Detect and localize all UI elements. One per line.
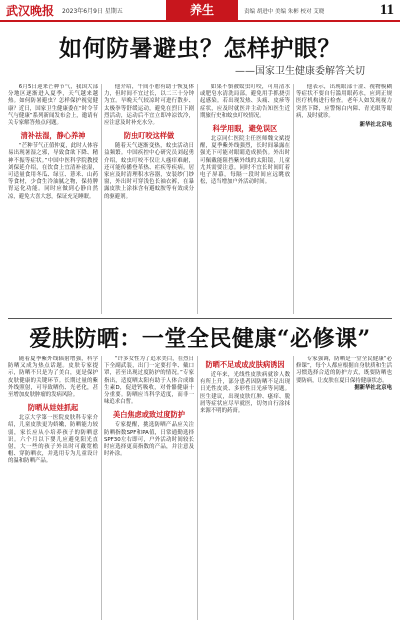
column-divider [293, 356, 294, 620]
article1-section1-title: 清补祛湿，静心养神 [20, 131, 86, 141]
article2-section1-title: 防晒从娃娃抓起 [27, 403, 79, 413]
column-divider [101, 356, 102, 620]
article2-section2-p2: 专家提醒，挑选防晒产品应关注防晒指数SPF和PA值，日常通勤选择SPF30左右即可，户外活动时间较长时应选择更高指数的产品，并注意及时补涂。 [104, 422, 194, 458]
article1-intro: 6月5日迎来芒种节气，我国大部分地区逐渐进入夏季，天气越来越热。如何防暑避虫？怎样保护视觉健康？近日，国家卫生健康委在“时令节气与健康”系列新闻发布会上，邀请有关专家解答热点问题。 [8, 84, 98, 127]
editors-credit: 责编 胡进中 美编 朱彬 校对 艾晓 [244, 9, 325, 15]
article-divider [8, 318, 392, 319]
page-number: 11 [379, 2, 394, 18]
article1-section2-title: 防虫叮咬这样做 [123, 131, 175, 141]
article2-headline: 爱肤防晒：一堂全民健康“必修课” [29, 326, 371, 352]
article1-headline: 如何防暑避虫？怎样护眼？ [59, 36, 341, 62]
article2-byline: 据新华社北京电 [354, 384, 392, 391]
column-divider [197, 84, 198, 314]
article1-column-4 [296, 84, 392, 314]
dateline: 2023年6月9日 星期五 [62, 8, 123, 15]
article1-section2-p2: 如果不慎被蚊虫叮咬，可用清水或肥皂水清洗局部，避免用手抓挠引起感染。若出现发热、头痛、皮疹等症状，应及时就医并主动告知医生近期旅行史和蚊虫叮咬情况。 [200, 84, 290, 119]
masthead: 武汉晚报 [6, 4, 55, 18]
article1-section3-p1: 北京同仁医院主任医师魏文斌提醒，夏季紫外线强烈，长时间暴露在强光下可能对眼睛造成损伤。外出时可佩戴能阻挡紫外线的太阳镜，儿童尤其需要注意。同时不宜长时间盯着电子屏幕，每隔一段时间应远眺放松，适当增加户外活动时间。 [200, 136, 290, 186]
article2-column-4 [296, 356, 392, 620]
article2-section3-p1: 近年来，光线性皮肤病就诊人数有所上升，部分患者因防晒不足出现日光性皮炎、多形性日光疹等问题。医生建议，出现皮肤红肿、瘙痒、脱屑等症状应尽早就医，切勿自行涂抹来源不明的药膏。 [200, 372, 290, 415]
article2-section3-title: 防晒不足或成皮肤病诱因 [205, 360, 285, 369]
column-divider [101, 84, 102, 314]
article1-section1-p1: “芒种节气正值仲夏，此时人体容易出现暑湿之邪，导致食欲下降、精神不振等症状。”中国中医科学院教授刘保延介绍，在饮食上宜清补祛湿，可适量食用冬瓜、绿豆、薏米、山药等食材，少食生冷油腻之物，保持脾胃运化功能。同时应做到心静自然凉，避免大喜大怒，保证充足睡眠。 [8, 143, 98, 200]
article1-section3-p2: 他表示，出现眼部干涩、视物模糊等症状不要自行滥用眼药水，应到正规医疗机构进行检查。老年人如发现视力突然下降，应警惕白内障、青光眼等眼病，及时就诊。 [296, 84, 392, 119]
column-divider [293, 84, 294, 314]
article1-subhead: ——国家卫生健康委解答关切 [235, 66, 365, 77]
article2-column-1 [8, 356, 98, 620]
article2-section2-p1: “许多女性为了追求美白，在烈日下全副武装，出门一定要打伞、戴口罩，甚至出现过度防护的情况。”专家指出，适度晒太阳有助于人体合成维生素D，促进钙吸收，对骨骼健康十分重要。防晒应当科学适度，而非一味追求白皙。 [104, 356, 194, 406]
page-header [0, 0, 400, 22]
article1-column-3 [200, 84, 290, 314]
article1-section2-p1: 随着天气逐渐变热，蚊虫活动日益频繁。中国疾控中心研究员刘起勇介绍，蚊虫叮咬不仅让人瘙痒难耐，还可能传播登革热、疟疾等疾病。居家应及时清理积水容器，安装纱门纱窗，外出时可穿浅色长袖衣裤，在暴露皮肤上涂抹含有避蚊胺等有效成分的驱避剂。 [104, 143, 194, 200]
article2-column-2 [104, 356, 194, 620]
article1-section1-p2: 他介绍，午间小憩有助于恢复体力，但时间不宜过长，以二三十分钟为宜。早晚天气较凉时可进行散步、太极拳等舒缓运动，避免在烈日下剧烈活动，运动后不宜立即冲凉饮冷，应注意及时补充水分。 [104, 84, 194, 127]
article1-section3-title: 科学用眼，避免误区 [212, 124, 278, 134]
article2-section1-p1: 随着夏季紫外线辐射增强，科学防晒又成为热点话题。皮肤专家提示，防晒不只是为了美白，更是保护皮肤健康的关键环节。长期过量的紫外线照射，可导致晒伤、光老化，甚至增加皮肤肿瘤的发病风险。 [8, 356, 98, 399]
column-divider [197, 356, 198, 620]
article1-byline: 新华社北京电 [359, 122, 392, 129]
header-rule [0, 20, 400, 22]
article2-section1-p2: 北京大学第一医院皮肤科专家介绍，儿童皮肤更为娇嫩，防晒能力较弱，家长应从小培养孩子的防晒意识。六个月以下婴儿应避免阳光直射，大一些的孩子外出时可戴宽檐帽、穿防晒衣，并选用专为儿童设计的温和防晒产品。 [8, 415, 98, 465]
article1-column-1 [8, 84, 98, 314]
article2-section3-p2: 专家强调，防晒是一堂全民健康“必修课”，每个人都应根据自身肤质和生活习惯选择合适的防护方式，既要防晒也要防病，让皮肤在夏日保持健康状态。 [296, 356, 392, 384]
article2-section2-title: 美白焦虑或致过度防护 [113, 410, 185, 420]
article1-column-2 [104, 84, 194, 314]
section-tab: 养生 [166, 0, 238, 20]
article2-column-3 [200, 356, 290, 620]
